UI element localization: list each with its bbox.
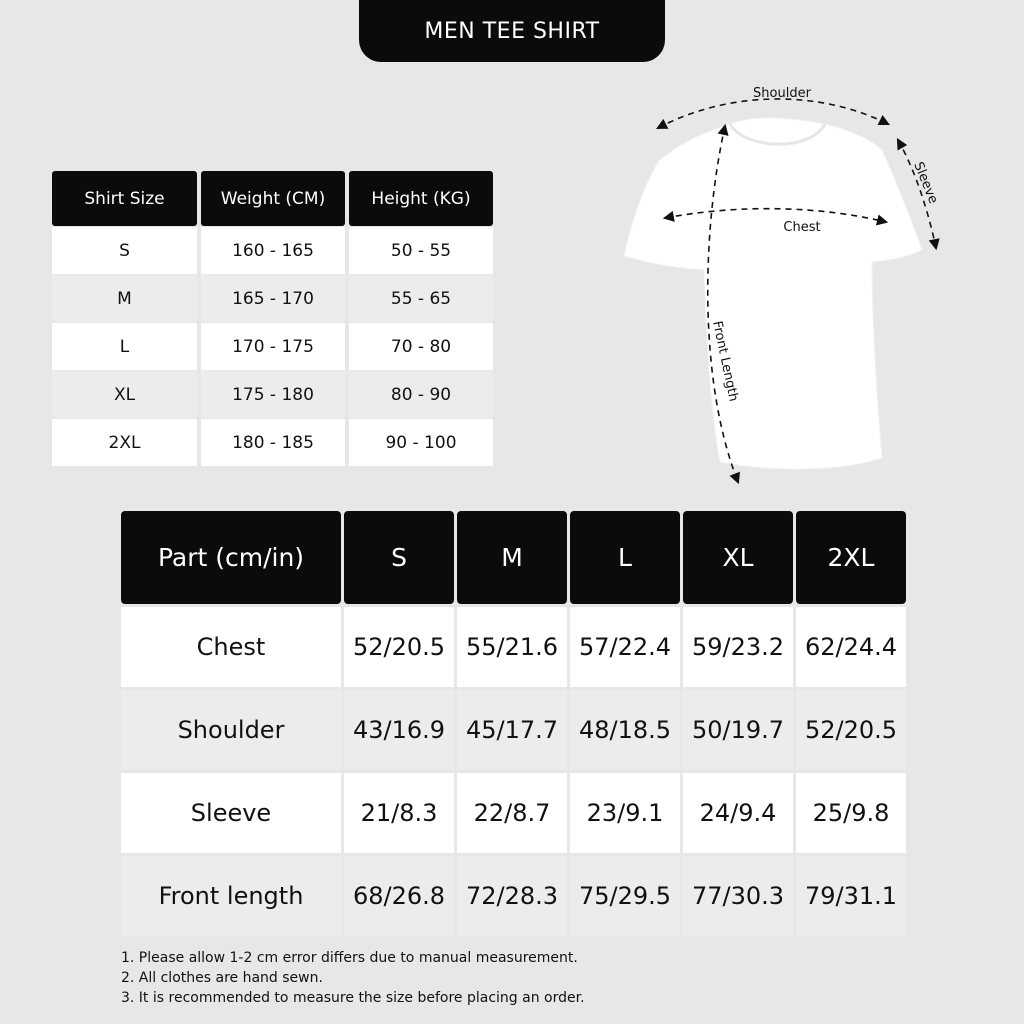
cell-value: 45/17.7 bbox=[457, 690, 567, 770]
header-part: Part (cm/in) bbox=[121, 511, 341, 604]
cell-value: 48/18.5 bbox=[570, 690, 680, 770]
sleeve-label: Sleeve bbox=[910, 159, 941, 206]
cell-weight: 175 - 180 bbox=[201, 371, 345, 418]
notes bbox=[121, 948, 585, 1008]
cell-height: 80 - 90 bbox=[349, 371, 493, 418]
table-row bbox=[52, 275, 493, 322]
row-label: Chest bbox=[121, 607, 341, 687]
header-height: Height (KG) bbox=[349, 171, 493, 226]
table-row bbox=[121, 773, 906, 853]
table-row bbox=[52, 227, 493, 274]
cell-value: 22/8.7 bbox=[457, 773, 567, 853]
note-item: 3. It is recommended to measure the size before placing an order. bbox=[121, 990, 585, 1006]
cell-value: 68/26.8 bbox=[344, 856, 454, 936]
cell-value: 59/23.2 bbox=[683, 607, 793, 687]
size-table-header bbox=[52, 171, 493, 226]
row-label: Shoulder bbox=[121, 690, 341, 770]
size-weight-height-table bbox=[52, 171, 493, 466]
header-weight: Weight (CM) bbox=[201, 171, 345, 226]
header-size-m: M bbox=[457, 511, 567, 604]
cell-value: 52/20.5 bbox=[796, 690, 906, 770]
table-row bbox=[121, 856, 906, 936]
row-label: Front length bbox=[121, 856, 341, 936]
row-label: Sleeve bbox=[121, 773, 341, 853]
header-size-s: S bbox=[344, 511, 454, 604]
header-size-xl: XL bbox=[683, 511, 793, 604]
cell-height: 55 - 65 bbox=[349, 275, 493, 322]
cell-height: 90 - 100 bbox=[349, 419, 493, 466]
cell-value: 50/19.7 bbox=[683, 690, 793, 770]
table-row bbox=[121, 690, 906, 770]
measurement-table bbox=[121, 511, 906, 936]
note-item: 1. Please allow 1-2 cm error differs due to manual measurement. bbox=[121, 950, 578, 966]
cell-value: 21/8.3 bbox=[344, 773, 454, 853]
cell-value: 57/22.4 bbox=[570, 607, 680, 687]
tshirt-measurement-diagram bbox=[610, 80, 950, 500]
cell-size: L bbox=[52, 323, 197, 370]
header-size-l: L bbox=[570, 511, 680, 604]
table-row bbox=[52, 323, 493, 370]
front-length-label: Front Length bbox=[709, 319, 741, 403]
cell-weight: 165 - 170 bbox=[201, 275, 345, 322]
cell-value: 75/29.5 bbox=[570, 856, 680, 936]
shoulder-label: Shoulder bbox=[753, 86, 811, 101]
cell-value: 23/9.1 bbox=[570, 773, 680, 853]
cell-value: 43/16.9 bbox=[344, 690, 454, 770]
page-title: MEN TEE SHIRT bbox=[359, 0, 665, 62]
tshirt-icon bbox=[624, 118, 922, 469]
cell-value: 79/31.1 bbox=[796, 856, 906, 936]
cell-value: 55/21.6 bbox=[457, 607, 567, 687]
cell-value: 24/9.4 bbox=[683, 773, 793, 853]
cell-value: 72/28.3 bbox=[457, 856, 567, 936]
cell-size: XL bbox=[52, 371, 197, 418]
cell-size: S bbox=[52, 227, 197, 274]
cell-weight: 180 - 185 bbox=[201, 419, 345, 466]
header-size-2xl: 2XL bbox=[796, 511, 906, 604]
header-shirt-size: Shirt Size bbox=[52, 171, 197, 226]
table-row bbox=[52, 371, 493, 418]
note-item: 2. All clothes are hand sewn. bbox=[121, 970, 323, 986]
cell-height: 50 - 55 bbox=[349, 227, 493, 274]
cell-value: 52/20.5 bbox=[344, 607, 454, 687]
cell-weight: 170 - 175 bbox=[201, 323, 345, 370]
table-row bbox=[121, 607, 906, 687]
cell-size: M bbox=[52, 275, 197, 322]
cell-weight: 160 - 165 bbox=[201, 227, 345, 274]
chest-label: Chest bbox=[783, 220, 821, 235]
cell-value: 25/9.8 bbox=[796, 773, 906, 853]
cell-value: 62/24.4 bbox=[796, 607, 906, 687]
table-row bbox=[52, 419, 493, 466]
measurement-table-header bbox=[121, 511, 906, 604]
cell-value: 77/30.3 bbox=[683, 856, 793, 936]
cell-size: 2XL bbox=[52, 419, 197, 466]
cell-height: 70 - 80 bbox=[349, 323, 493, 370]
